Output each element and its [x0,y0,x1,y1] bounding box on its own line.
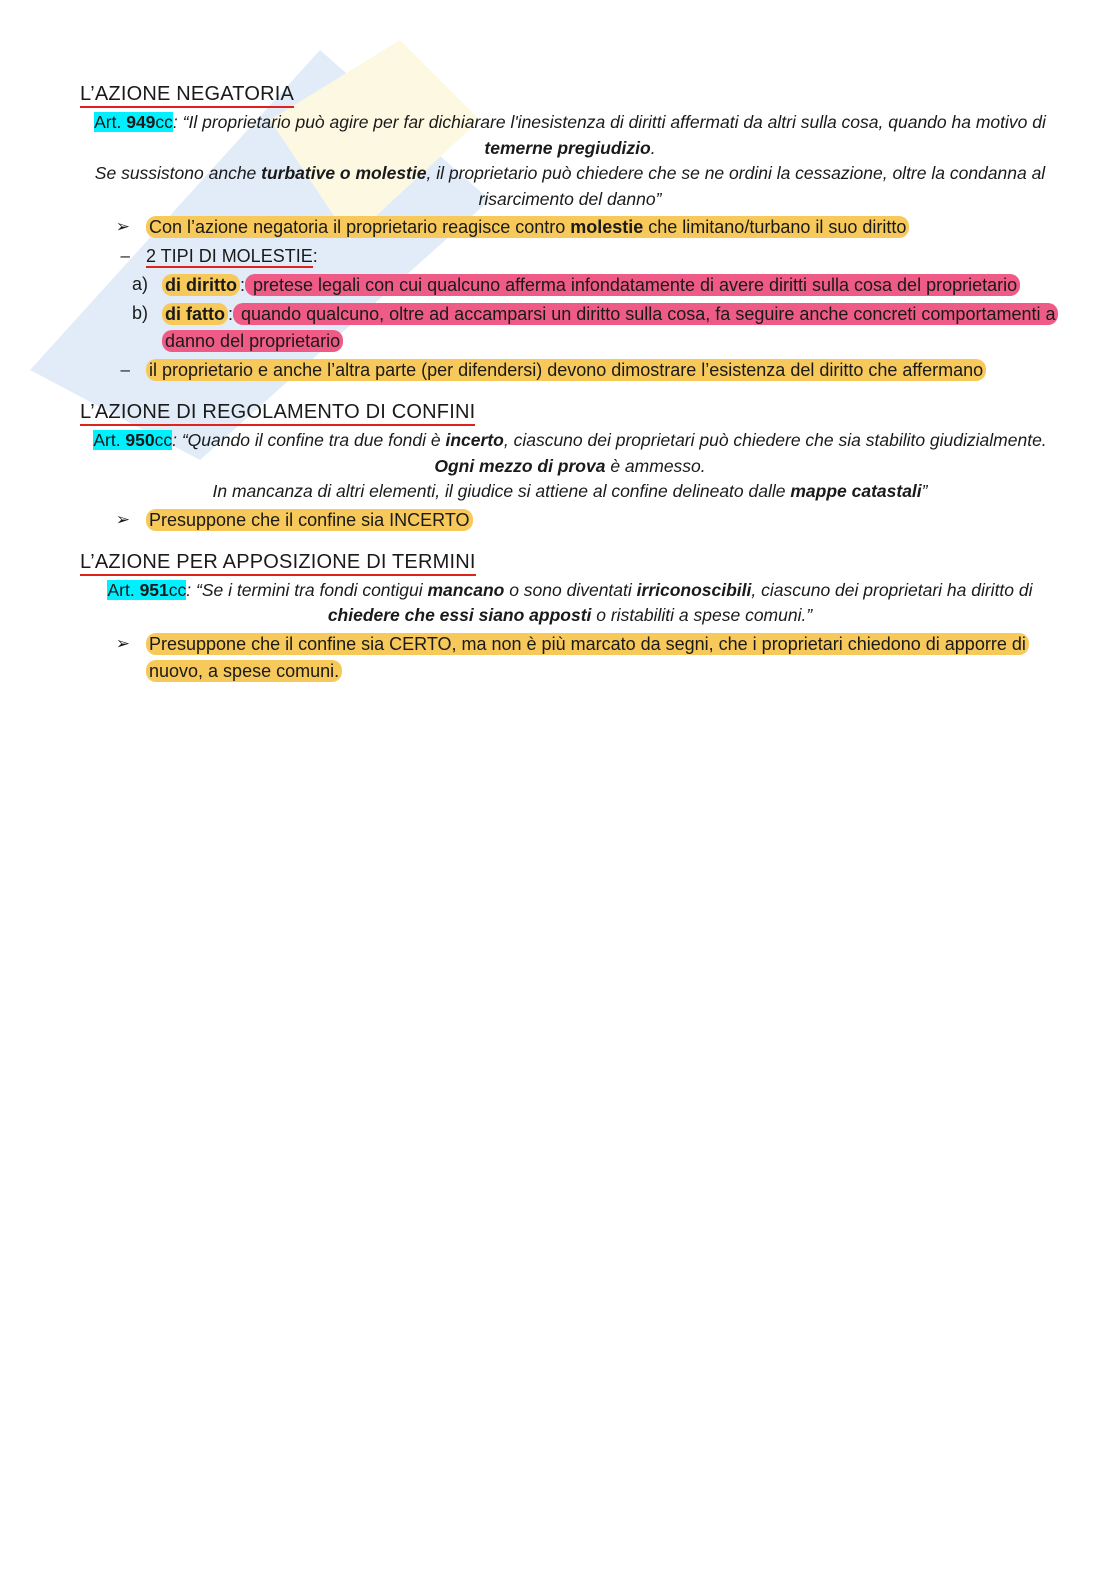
highlight-pink: quando qualcuno, oltre ad accamparsi un diritto sulla cosa, fa seguire anche concreti comportamenti a danno del proprietario [162,303,1058,352]
sub-list-item [80,301,1060,355]
list-item-text [146,631,1060,685]
sub-list-item-text [162,272,1060,299]
list-item [80,357,1060,384]
quote-text: , il proprietario può chiedere che se ne ordini la cessazione, oltre la condanna al risarcimento del danno” [426,163,1046,209]
quote-text: : “Il proprietario può agire per far dichiarare l'inesistenza di diritti affermati da altri sulla cosa, quando ha motivo di [172,112,1046,132]
sub-list-marker: b) [131,303,148,323]
text: : [228,304,234,324]
quote-bold: turbative o molestie [261,163,427,183]
section-regolamento-confini [80,400,1060,534]
highlight-yellow: Presuppone che il confine sia INCERTO [146,509,473,531]
dash-bullet-icon: – [120,360,130,379]
quote-bold: mancano [427,579,505,600]
quote-bold: chiedere che essi siano apposti [327,605,592,625]
article-quote-continued [80,479,1060,505]
quote-text: In mancanza di altri elementi, il giudice si attiene al confine delineato dalle [212,481,791,501]
list-item [80,507,1060,534]
section-heading: L’AZIONE PER APPOSIZIONE DI TERMINI [80,550,476,576]
article-prefix: Art. [107,579,140,600]
quote-text: o ristabiliti a spese comuni.” [591,605,813,625]
list-item [80,214,1060,241]
quote-text: Se sussistono anche [94,163,262,183]
highlight-yellow [146,216,909,238]
dash-bullet-icon: – [120,246,130,265]
highlight-yellow: il proprietario e anche l’altra parte (per difendersi) devono dimostrare l’esistenza del diritto che affermano [146,359,986,381]
highlight-yellow-bold: di fatto [162,303,228,325]
highlight-pink: pretese legali con cui qualcuno afferma infondatamente di avere diritti sulla cosa del proprietario [245,274,1020,296]
article-number: 950 [125,430,155,450]
article-reference [107,580,186,600]
article-reference [93,430,172,450]
quote-bold: incerto [445,430,504,450]
text: : [239,275,245,295]
section-heading: L’AZIONE NEGATORIA [80,82,294,108]
quote-bold: temerne pregiudizio [484,137,651,158]
quote-text: , ciascuno dei proprietari può chiedere che sia stabilito giudizialmente. [503,430,1047,450]
section-apposizione-termini [80,550,1060,685]
sub-list-item-text [162,301,1060,355]
text: : [312,246,318,266]
arrow-bullet-icon: ➢ [115,509,130,529]
article-number: 951 [139,579,169,600]
article-quote [80,578,1060,629]
bold-text: molestie [570,217,644,237]
underlined-text: 2 TIPI DI MOLESTIE [146,246,313,266]
article-reference [94,112,173,132]
article-quote [80,110,1060,161]
list-item [80,243,1060,270]
sub-list-marker: a) [131,274,148,294]
article-prefix: Art. [93,430,126,450]
quote-bold: irriconoscibili [636,579,752,600]
arrow-bullet-icon: ➢ [115,633,130,653]
highlight-yellow: Presuppone che il confine sia CERTO, ma non è più marcato da segni, che i proprietari chiedono di apporre di nuovo, a spese comuni. [146,633,1029,682]
list-item-text [146,214,1060,241]
quote-bold: Ogni mezzo di prova [434,455,606,476]
text: Con l’azione negatoria il proprietario reagisce contro [149,217,571,237]
article-number: 949 [126,112,156,132]
article-suffix: cc [155,112,173,132]
list-item-text [146,243,1060,270]
article-quote [80,428,1060,479]
sub-list-item [80,272,1060,299]
section-heading: L’AZIONE DI REGOLAMENTO DI CONFINI [80,400,475,426]
article-prefix: Art. [94,112,127,132]
highlight-yellow-bold: di diritto [162,274,240,296]
quote-text: o sono diventati [504,579,637,600]
quote-text: . [650,137,656,158]
arrow-bullet-icon: ➢ [115,217,130,236]
article-quote-continued [80,161,1060,212]
quote-text: ” [921,481,928,501]
quote-text: , ciascuno dei proprietari ha diritto di [751,579,1033,600]
text: che limitano/turbano il suo diritto [643,217,907,237]
quote-text: : “Quando il confine tra due fondi è [172,430,446,450]
article-suffix: cc [168,579,187,600]
quote-text: è ammesso. [605,455,706,476]
quote-bold: mappe catastali [790,481,922,501]
quote-text: : “Se i termini tra fondi contigui [186,579,428,600]
list-item-text [146,357,1060,384]
section-azione-negatoria [80,82,1060,384]
document-content [80,82,1060,701]
list-item [80,631,1060,685]
list-item-text [146,507,1060,534]
article-suffix: cc [154,430,173,450]
